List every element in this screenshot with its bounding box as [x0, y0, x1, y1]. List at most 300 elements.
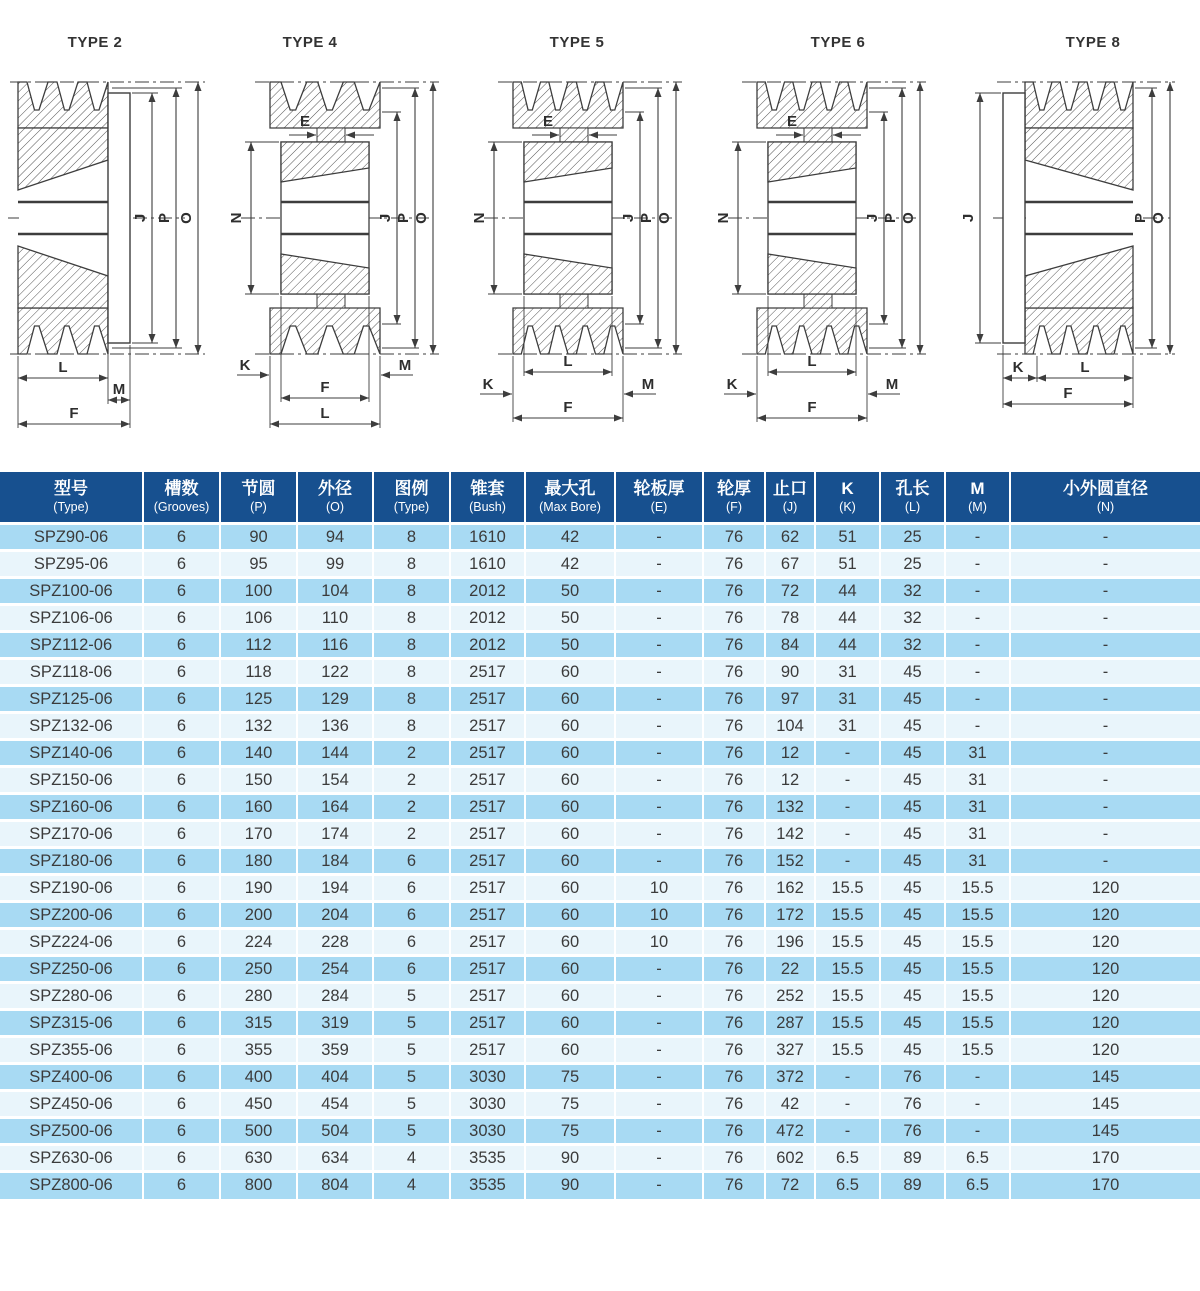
value-cell: 252	[765, 983, 815, 1010]
value-cell: 6.5	[945, 1145, 1010, 1172]
value-cell: 2517	[450, 848, 525, 875]
column-header-zh: 止口	[773, 479, 807, 498]
value-cell: 76	[703, 983, 765, 1010]
column-header-zh: 小外圆直径	[1063, 479, 1148, 498]
dimension-label: N	[228, 212, 245, 224]
table-row	[0, 902, 1200, 929]
value-cell: -	[615, 578, 703, 605]
value-cell: -	[615, 1037, 703, 1064]
value-cell: -	[945, 551, 1010, 578]
column-header-en: (L)	[904, 500, 921, 514]
value-cell: 2517	[450, 1010, 525, 1037]
value-cell: 31	[815, 713, 880, 740]
value-cell: -	[615, 1091, 703, 1118]
value-cell: 6	[143, 848, 220, 875]
diagram-title: TYPE 2	[67, 34, 123, 51]
value-cell: 132	[220, 713, 297, 740]
value-cell: -	[945, 713, 1010, 740]
pulley-diagrams-section	[0, 0, 1200, 472]
column-header-en: (Bush)	[469, 500, 506, 514]
value-cell: 2517	[450, 659, 525, 686]
pulley-drawing	[955, 0, 1190, 472]
value-cell: 170	[1010, 1172, 1200, 1199]
value-cell: -	[615, 632, 703, 659]
value-cell: 2517	[450, 1037, 525, 1064]
value-cell: 150	[220, 767, 297, 794]
column-header-en: (Type)	[393, 500, 430, 514]
value-cell: -	[1010, 848, 1200, 875]
value-cell: 2517	[450, 983, 525, 1010]
dimension-label: E	[542, 113, 554, 130]
value-cell: 60	[525, 767, 615, 794]
value-cell: 120	[1010, 956, 1200, 983]
value-cell: 32	[880, 605, 945, 632]
model-cell: SPZ90-06	[0, 524, 143, 551]
column-header	[880, 472, 945, 524]
value-cell: 89	[880, 1172, 945, 1199]
value-cell: 76	[880, 1064, 945, 1091]
value-cell: -	[615, 713, 703, 740]
value-cell: 2	[373, 767, 450, 794]
dimension-label: P	[1132, 212, 1149, 224]
value-cell: 104	[297, 578, 373, 605]
value-cell: 45	[880, 767, 945, 794]
value-cell: 76	[703, 1037, 765, 1064]
value-cell: 120	[1010, 875, 1200, 902]
value-cell: 76	[703, 605, 765, 632]
value-cell: 45	[880, 1010, 945, 1037]
value-cell: -	[615, 956, 703, 983]
value-cell: 76	[703, 794, 765, 821]
value-cell: 31	[945, 821, 1010, 848]
value-cell: 6.5	[815, 1145, 880, 1172]
value-cell: 2	[373, 821, 450, 848]
value-cell: 315	[220, 1010, 297, 1037]
value-cell: 5	[373, 983, 450, 1010]
diagram-title: TYPE 4	[282, 34, 338, 51]
value-cell: 8	[373, 524, 450, 551]
dimension-label: M	[398, 357, 412, 374]
value-cell: -	[815, 1118, 880, 1145]
value-cell: 504	[297, 1118, 373, 1145]
value-cell: 76	[703, 1091, 765, 1118]
dimension-label: K	[239, 357, 251, 374]
model-cell: SPZ112-06	[0, 632, 143, 659]
value-cell: 60	[525, 902, 615, 929]
value-cell: 319	[297, 1010, 373, 1037]
value-cell: 2012	[450, 605, 525, 632]
value-cell: 60	[525, 848, 615, 875]
value-cell: -	[615, 605, 703, 632]
value-cell: 76	[703, 956, 765, 983]
column-header-en: (E)	[650, 500, 668, 514]
table-row	[0, 524, 1200, 551]
value-cell: 89	[880, 1145, 945, 1172]
value-cell: 106	[220, 605, 297, 632]
model-cell: SPZ400-06	[0, 1064, 143, 1091]
value-cell: -	[945, 1064, 1010, 1091]
value-cell: 6	[143, 1037, 220, 1064]
value-cell: 15.5	[815, 1010, 880, 1037]
value-cell: 454	[297, 1091, 373, 1118]
value-cell: 60	[525, 875, 615, 902]
value-cell: 3030	[450, 1091, 525, 1118]
model-cell: SPZ150-06	[0, 767, 143, 794]
model-cell: SPZ500-06	[0, 1118, 143, 1145]
value-cell: 125	[220, 686, 297, 713]
column-header-zh: K	[841, 479, 854, 498]
value-cell: 2517	[450, 794, 525, 821]
dimension-label: F	[1063, 385, 1073, 402]
table-row	[0, 740, 1200, 767]
model-cell: SPZ95-06	[0, 551, 143, 578]
value-cell: 160	[220, 794, 297, 821]
value-cell: 200	[220, 902, 297, 929]
value-cell: 25	[880, 524, 945, 551]
value-cell: 76	[703, 686, 765, 713]
value-cell: 60	[525, 659, 615, 686]
value-cell: 42	[525, 524, 615, 551]
value-cell: 78	[765, 605, 815, 632]
value-cell: 45	[880, 983, 945, 1010]
value-cell: 15.5	[945, 1010, 1010, 1037]
column-header-en: (O)	[325, 500, 345, 514]
value-cell: 2	[373, 740, 450, 767]
value-cell: 6	[143, 956, 220, 983]
value-cell: -	[1010, 659, 1200, 686]
value-cell: 164	[297, 794, 373, 821]
value-cell: 76	[703, 767, 765, 794]
value-cell: 31	[815, 686, 880, 713]
column-header	[373, 472, 450, 524]
table-row	[0, 1145, 1200, 1172]
table-row	[0, 1064, 1200, 1091]
value-cell: 162	[765, 875, 815, 902]
column-header-zh: 型号	[54, 479, 88, 498]
value-cell: 45	[880, 686, 945, 713]
value-cell: 118	[220, 659, 297, 686]
column-header	[1010, 472, 1200, 524]
value-cell: 287	[765, 1010, 815, 1037]
value-cell: 400	[220, 1064, 297, 1091]
value-cell: 84	[765, 632, 815, 659]
value-cell: -	[815, 821, 880, 848]
value-cell: 32	[880, 578, 945, 605]
value-cell: 144	[297, 740, 373, 767]
value-cell: 602	[765, 1145, 815, 1172]
value-cell: -	[615, 794, 703, 821]
table-row	[0, 605, 1200, 632]
value-cell: 76	[703, 713, 765, 740]
value-cell: 4	[373, 1172, 450, 1199]
table-row	[0, 1118, 1200, 1145]
value-cell: 2	[373, 794, 450, 821]
value-cell: 6	[143, 632, 220, 659]
value-cell: -	[615, 551, 703, 578]
value-cell: 359	[297, 1037, 373, 1064]
value-cell: 15.5	[945, 929, 1010, 956]
value-cell: 6	[143, 1118, 220, 1145]
value-cell: -	[615, 1064, 703, 1091]
value-cell: 76	[703, 632, 765, 659]
dimension-label: J	[377, 213, 394, 223]
value-cell: 50	[525, 605, 615, 632]
column-header	[297, 472, 373, 524]
value-cell: 60	[525, 821, 615, 848]
table-row	[0, 578, 1200, 605]
column-header-en: (N)	[1096, 500, 1115, 514]
table-row	[0, 983, 1200, 1010]
value-cell: 22	[765, 956, 815, 983]
value-cell: 10	[615, 875, 703, 902]
value-cell: 8	[373, 578, 450, 605]
value-cell: 224	[220, 929, 297, 956]
value-cell: 15.5	[945, 983, 1010, 1010]
value-cell: 2517	[450, 767, 525, 794]
column-header	[450, 472, 525, 524]
value-cell: 280	[220, 983, 297, 1010]
column-header-zh: 锥套	[470, 479, 505, 498]
value-cell: 5	[373, 1091, 450, 1118]
value-cell: 6.5	[945, 1172, 1010, 1199]
table-row	[0, 659, 1200, 686]
value-cell: 45	[880, 821, 945, 848]
value-cell: 204	[297, 902, 373, 929]
value-cell: 634	[297, 1145, 373, 1172]
value-cell: -	[945, 659, 1010, 686]
value-cell: 2517	[450, 902, 525, 929]
table-row	[0, 929, 1200, 956]
value-cell: 6	[143, 740, 220, 767]
pulley-diagram-type6	[712, 0, 957, 472]
value-cell: 355	[220, 1037, 297, 1064]
table-row	[0, 875, 1200, 902]
value-cell: 90	[525, 1145, 615, 1172]
value-cell: -	[1010, 632, 1200, 659]
value-cell: 190	[220, 875, 297, 902]
dimension-label: P	[156, 212, 173, 224]
column-header	[220, 472, 297, 524]
dimension-label: K	[726, 376, 738, 393]
value-cell: 32	[880, 632, 945, 659]
value-cell: -	[815, 740, 880, 767]
dimension-label: O	[413, 212, 430, 224]
value-cell: -	[1010, 686, 1200, 713]
value-cell: 15.5	[815, 875, 880, 902]
dimension-label: O	[656, 212, 673, 224]
value-cell: 2012	[450, 632, 525, 659]
diagram-title: TYPE 5	[549, 34, 605, 51]
value-cell: 6	[143, 1145, 220, 1172]
column-header-zh: 孔长	[895, 479, 930, 498]
value-cell: 2517	[450, 740, 525, 767]
value-cell: 404	[297, 1064, 373, 1091]
value-cell: -	[815, 794, 880, 821]
value-cell: 8	[373, 659, 450, 686]
value-cell: 67	[765, 551, 815, 578]
value-cell: -	[615, 1118, 703, 1145]
dimension-label: K	[1012, 359, 1024, 376]
value-cell: -	[615, 767, 703, 794]
model-cell: SPZ224-06	[0, 929, 143, 956]
value-cell: -	[615, 1145, 703, 1172]
value-cell: 45	[880, 875, 945, 902]
value-cell: 172	[765, 902, 815, 929]
value-cell: 6	[143, 794, 220, 821]
value-cell: 50	[525, 632, 615, 659]
column-header-en: (Type)	[53, 500, 89, 514]
diagram-title: TYPE 6	[810, 34, 866, 51]
column-header-en: (Max Bore)	[539, 500, 601, 514]
value-cell: -	[945, 1118, 1010, 1145]
value-cell: 2517	[450, 956, 525, 983]
value-cell: 15.5	[815, 983, 880, 1010]
value-cell: 75	[525, 1064, 615, 1091]
value-cell: 184	[297, 848, 373, 875]
value-cell: 804	[297, 1172, 373, 1199]
column-header-zh: 轮板厚	[633, 479, 685, 498]
dimension-label: F	[69, 405, 79, 422]
value-cell: 6	[373, 902, 450, 929]
value-cell: 5	[373, 1064, 450, 1091]
value-cell: 180	[220, 848, 297, 875]
model-cell: SPZ140-06	[0, 740, 143, 767]
value-cell: 6	[143, 875, 220, 902]
value-cell: 76	[703, 1145, 765, 1172]
value-cell: 6	[143, 983, 220, 1010]
column-header-en: (M)	[968, 500, 987, 514]
value-cell: 154	[297, 767, 373, 794]
value-cell: -	[945, 686, 1010, 713]
column-header	[525, 472, 615, 524]
value-cell: 60	[525, 686, 615, 713]
value-cell: 5	[373, 1037, 450, 1064]
value-cell: 3535	[450, 1145, 525, 1172]
spec-table-header	[0, 472, 1200, 524]
value-cell: 8	[373, 686, 450, 713]
model-cell: SPZ630-06	[0, 1145, 143, 1172]
value-cell: 120	[1010, 929, 1200, 956]
dimension-label: K	[482, 376, 494, 393]
value-cell: 60	[525, 983, 615, 1010]
value-cell: 76	[703, 902, 765, 929]
value-cell: 5	[373, 1010, 450, 1037]
model-cell: SPZ200-06	[0, 902, 143, 929]
value-cell: 6	[143, 1091, 220, 1118]
value-cell: 76	[703, 1118, 765, 1145]
value-cell: 42	[525, 551, 615, 578]
value-cell: 2517	[450, 713, 525, 740]
column-header-zh: 轮厚	[717, 479, 751, 498]
value-cell: 45	[880, 848, 945, 875]
column-header-zh: 图例	[394, 479, 429, 498]
value-cell: 94	[297, 524, 373, 551]
column-header-zh: M	[970, 479, 985, 498]
value-cell: 472	[765, 1118, 815, 1145]
value-cell: 31	[945, 848, 1010, 875]
pulley-diagram-type4	[225, 0, 470, 472]
dimension-label: O	[1150, 212, 1167, 224]
value-cell: 5	[373, 1118, 450, 1145]
dimension-label: L	[563, 353, 573, 370]
dimension-label: N	[715, 212, 732, 224]
value-cell: 76	[703, 740, 765, 767]
value-cell: 8	[373, 605, 450, 632]
value-cell: 72	[765, 578, 815, 605]
table-row	[0, 767, 1200, 794]
column-header-zh: 节圆	[241, 479, 276, 498]
value-cell: 50	[525, 578, 615, 605]
value-cell: 15.5	[815, 1037, 880, 1064]
table-row	[0, 821, 1200, 848]
value-cell: -	[1010, 578, 1200, 605]
value-cell: 15.5	[815, 956, 880, 983]
value-cell: 76	[880, 1118, 945, 1145]
value-cell: -	[1010, 524, 1200, 551]
value-cell: 327	[765, 1037, 815, 1064]
value-cell: 110	[297, 605, 373, 632]
value-cell: 1610	[450, 524, 525, 551]
value-cell: -	[615, 524, 703, 551]
value-cell: 76	[703, 1064, 765, 1091]
dimension-label: P	[638, 212, 655, 224]
column-header	[615, 472, 703, 524]
value-cell: -	[945, 1091, 1010, 1118]
value-cell: -	[815, 767, 880, 794]
value-cell: 60	[525, 713, 615, 740]
value-cell: 6	[143, 551, 220, 578]
dimension-label: M	[112, 381, 126, 398]
value-cell: 6.5	[815, 1172, 880, 1199]
dimension-label: J	[620, 213, 637, 223]
value-cell: 112	[220, 632, 297, 659]
value-cell: 25	[880, 551, 945, 578]
pulley-diagram-type2	[0, 0, 245, 472]
table-row	[0, 1091, 1200, 1118]
value-cell: 136	[297, 713, 373, 740]
value-cell: 15.5	[945, 956, 1010, 983]
value-cell: 12	[765, 767, 815, 794]
column-header-en: (J)	[782, 500, 798, 514]
value-cell: 15.5	[945, 1037, 1010, 1064]
value-cell: 6	[373, 848, 450, 875]
value-cell: 120	[1010, 1037, 1200, 1064]
value-cell: 630	[220, 1145, 297, 1172]
value-cell: 284	[297, 983, 373, 1010]
value-cell: -	[615, 740, 703, 767]
value-cell: -	[1010, 767, 1200, 794]
value-cell: 90	[525, 1172, 615, 1199]
value-cell: 8	[373, 713, 450, 740]
value-cell: 450	[220, 1091, 297, 1118]
value-cell: -	[615, 659, 703, 686]
value-cell: 15.5	[815, 929, 880, 956]
value-cell: 31	[815, 659, 880, 686]
value-cell: 45	[880, 1037, 945, 1064]
pulley-diagram-type5	[468, 0, 713, 472]
value-cell: -	[815, 1064, 880, 1091]
dimension-label: E	[299, 113, 311, 130]
value-cell: 6	[143, 524, 220, 551]
value-cell: -	[1010, 605, 1200, 632]
model-cell: SPZ315-06	[0, 1010, 143, 1037]
value-cell: 76	[703, 821, 765, 848]
value-cell: -	[1010, 713, 1200, 740]
dimension-label: J	[960, 213, 977, 223]
value-cell: -	[945, 605, 1010, 632]
model-cell: SPZ132-06	[0, 713, 143, 740]
model-cell: SPZ800-06	[0, 1172, 143, 1199]
